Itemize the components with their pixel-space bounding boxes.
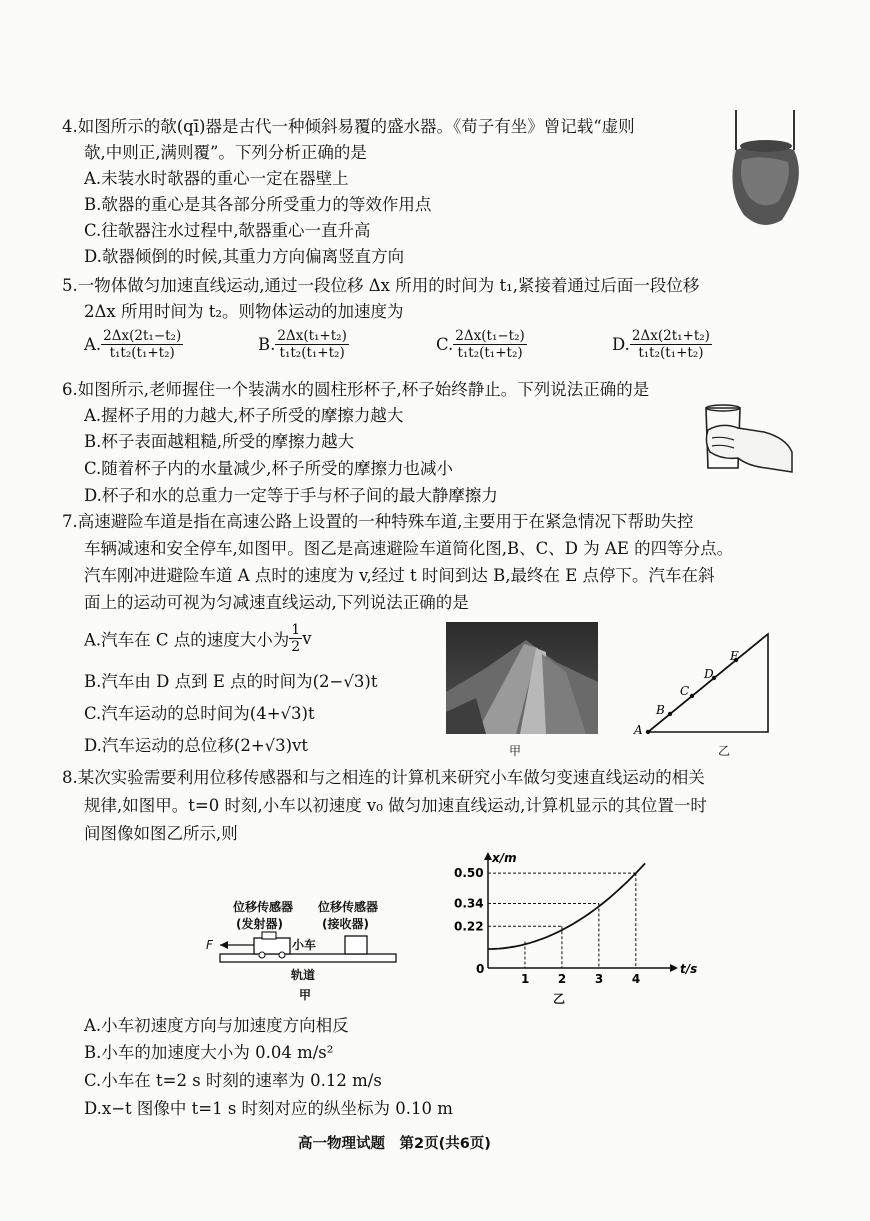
q8-option-c: C.小车在 t=2 s 时刻的速率为 0.12 m/s bbox=[84, 1071, 382, 1090]
sensor-receiver-title: 位移传感器 bbox=[318, 900, 379, 914]
q5-d-numerator: 2Δx(2t₁+t₂) bbox=[631, 328, 710, 344]
q8-stem-line2: 规律,如图甲。t=0 时刻,小车以初速度 v₀ 做匀加速直线运动,计算机显示的其位置一时 bbox=[84, 796, 707, 815]
q5-option-a bbox=[84, 328, 183, 361]
car-label: 小车 bbox=[292, 938, 317, 952]
q5-option-a-label: A. bbox=[84, 335, 102, 354]
q4-option-b: B.欹器的重心是其各部分所受重力的等效作用点 bbox=[84, 195, 432, 214]
point-c-label: C bbox=[680, 684, 690, 698]
q7-option-a-unit: v bbox=[302, 629, 312, 648]
sensor-transmitter-subtitle: (发射器) bbox=[236, 917, 283, 931]
q7-figure-yi-label: 乙 bbox=[718, 744, 731, 758]
q5-stem-line1: 5.一物体做匀加速直线运动,通过一段位移 Δx 所用的时间为 t₁,紧接着通过后面一段位移 bbox=[62, 276, 700, 295]
q7-a-numerator: 1 bbox=[291, 622, 301, 638]
qi-vessel-figure bbox=[722, 110, 812, 232]
position-curve bbox=[488, 863, 645, 949]
q6-option-a: A.握杯子用的力越大,杯子所受的摩擦力越大 bbox=[84, 406, 404, 425]
q6-option-d: D.杯子和水的总重力一定等于手与杯子间的最大静摩擦力 bbox=[84, 486, 498, 505]
q5-d-denominator: t₁t₂(t₁+t₂) bbox=[638, 345, 704, 361]
q5-b-numerator: 2Δx(t₁+t₂) bbox=[277, 328, 347, 344]
q7-option-a-text: A.汽车在 C 点的速度大小为 bbox=[84, 630, 290, 650]
track-label: 轨道 bbox=[291, 968, 316, 982]
q5-option-b-fraction bbox=[275, 328, 348, 361]
x-tick-label: 2 bbox=[557, 972, 567, 986]
x-axis-label: t/s bbox=[680, 962, 698, 976]
q6-option-b: B.杯子表面越粗糙,所受的摩擦力越大 bbox=[84, 432, 355, 451]
q8-stem-line3: 间图像如图乙所示,则 bbox=[84, 824, 238, 843]
q7-option-a bbox=[84, 622, 312, 655]
q7-stem-line1: 7.高速避险车道是指在高速公路上设置的一种特殊车道,主要用于在紧急情况下帮助失控 bbox=[62, 512, 694, 531]
q8-option-b: B.小车的加速度大小为 0.04 m/s² bbox=[84, 1043, 334, 1062]
x-tick-label: 1 bbox=[520, 972, 530, 986]
q8-option-a: A.小车初速度方向与加速度方向相反 bbox=[84, 1016, 349, 1035]
q5-option-d-label: D. bbox=[612, 335, 630, 354]
force-label: F bbox=[206, 938, 213, 952]
y-axis-label: x/m bbox=[492, 851, 517, 865]
y-tick-label: 0.50 bbox=[454, 866, 484, 881]
x-axis-arrow bbox=[670, 964, 678, 972]
xt-chart bbox=[452, 850, 698, 990]
q8-option-d: D.x−t 图像中 t=1 s 时刻对应的纵坐标为 0.10 m bbox=[84, 1099, 453, 1118]
x-tick-label: 3 bbox=[594, 972, 604, 986]
q6-stem: 6.如图所示,老师握住一个装满水的圆柱形杯子,杯子始终静止。下列说法正确的是 bbox=[62, 380, 650, 399]
q7-stem-line3: 汽车刚冲进避险车道 A 点时的速度为 v,经过 t 时间到达 B,最终在 E 点停下。汽车在斜 bbox=[84, 566, 715, 585]
q8-stem-line1: 8.某次实验需要利用位移传感器和与之相连的计算机来研究小车做匀变速直线运动的相关 bbox=[62, 768, 705, 787]
q5-option-d bbox=[612, 328, 712, 361]
point-a-label: A bbox=[634, 723, 643, 737]
q7-option-d: D.汽车运动的总位移(2+√3)vt bbox=[84, 736, 309, 755]
q7-option-b: B.汽车由 D 点到 E 点的时间为(2−√3)t bbox=[84, 672, 378, 691]
sensor-transmitter-title: 位移传感器 bbox=[233, 900, 294, 914]
q5-c-numerator: 2Δx(t₁−t₂) bbox=[455, 328, 525, 344]
q5-option-a-fraction bbox=[101, 328, 183, 361]
q4-option-d: D.欹器倾倒的时候,其重力方向偏离竖直方向 bbox=[84, 247, 405, 266]
incline-diagram bbox=[630, 628, 800, 738]
q7-stem-line4: 面上的运动可视为匀减速直线运动,下列说法正确的是 bbox=[84, 593, 469, 612]
page-footer: 高一物理试题 第2页(共6页) bbox=[298, 1136, 491, 1152]
y-axis-arrow bbox=[484, 852, 492, 860]
q5-option-b-label: B. bbox=[258, 335, 276, 354]
q5-c-denominator: t₁t₂(t₁+t₂) bbox=[457, 345, 523, 361]
q5-stem-line2: 2Δx 所用时间为 t₂。则物体运动的加速度为 bbox=[84, 302, 404, 321]
q4-option-c: C.往欹器注水过程中,欹器重心一直升高 bbox=[84, 221, 371, 240]
q7-option-a-fraction bbox=[289, 622, 302, 655]
q8-figure-yi-label: 乙 bbox=[553, 992, 566, 1006]
escape-ramp-photo bbox=[446, 622, 598, 734]
q4-stem-line2: 欹,中则正,满则覆”。下列分析正确的是 bbox=[84, 143, 367, 162]
q5-a-denominator: t₁t₂(t₁+t₂) bbox=[109, 345, 175, 361]
q5-option-c bbox=[436, 328, 527, 361]
q4-stem-line1: 4.如图所示的欹(qī)器是古代一种倾斜易覆的盛水器。《荀子有坐》曾记载“虚则 bbox=[62, 117, 635, 136]
hand-cup-figure bbox=[694, 402, 794, 474]
q4-option-a: A.未装水时欹器的重心一定在器壁上 bbox=[84, 169, 349, 188]
q5-a-numerator: 2Δx(2t₁−t₂) bbox=[103, 328, 182, 344]
q5-option-c-label: C. bbox=[436, 335, 454, 354]
q7-a-denominator: 2 bbox=[291, 639, 301, 655]
q5-option-d-fraction bbox=[630, 328, 712, 361]
q6-option-c: C.随着杯子内的水量减少,杯子所受的摩擦力也减小 bbox=[84, 459, 454, 478]
x-tick-label: 0 bbox=[476, 962, 485, 976]
q7-figure-jia-label: 甲 bbox=[509, 744, 522, 758]
q5-option-b bbox=[258, 328, 349, 361]
point-b-label: B bbox=[656, 703, 665, 717]
point-d-label: D bbox=[704, 667, 714, 681]
q7-stem-line2: 车辆减速和安全停车,如图甲。图乙是高速避险车道简化图,B、C、D 为 AE 的四等分点。 bbox=[84, 539, 734, 558]
q5-option-c-fraction bbox=[453, 328, 526, 361]
q5-b-denominator: t₁t₂(t₁+t₂) bbox=[279, 345, 345, 361]
sensor-receiver-subtitle: (接收器) bbox=[322, 917, 369, 931]
x-tick-label: 4 bbox=[631, 972, 641, 986]
point-e-label: E bbox=[730, 649, 739, 663]
y-tick-label: 0.22 bbox=[454, 919, 484, 934]
q8-figure-jia-label: 甲 bbox=[299, 988, 312, 1002]
q7-option-c: C.汽车运动的总时间为(4+√3)t bbox=[84, 704, 315, 723]
y-tick-label: 0.34 bbox=[454, 896, 484, 911]
